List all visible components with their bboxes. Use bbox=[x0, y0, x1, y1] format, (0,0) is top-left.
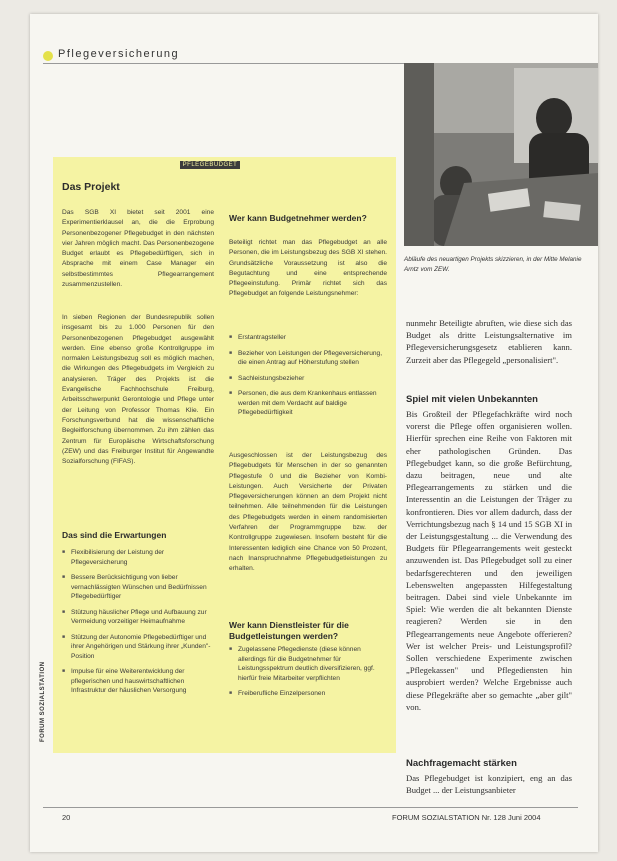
article-heading-demand: Nachfragemacht stärken bbox=[406, 758, 517, 769]
list-item: ■ Zugelassene Pflegedienste (diese können allerdings für die Budgetnehmer für Leistungsspektrum deutlich diversifizieren, ggf. hierfür freie Mitarbeiter verpflichten bbox=[229, 645, 387, 683]
box-expectations-list bbox=[62, 548, 214, 702]
article-heading-unknowns: Spiel mit vielen Unbekannten bbox=[406, 394, 538, 405]
section-label: Pflegeversicherung bbox=[58, 48, 180, 60]
list-item: ■ Flexibilisierung der Leistung der Pflegeversicherung bbox=[62, 548, 214, 567]
photo-credit: FORUM SOZIALSTATION bbox=[40, 661, 46, 742]
list-item: ■ Bessere Berücksichtigung von lieber vernachlässigten Wünschen und Bedürfnissen Pflegebedürftiger bbox=[62, 573, 214, 602]
box-recipients-text: Beteiligt richtet man das Pflegebudget an alle Personen, die im Leistungsbezug des SGB XI stehen. Grundsätzliche Voraussetzung ist also die Begutachtung und eine entsprechende Pflegeeinstufung. Primär richtet sich das Pflegebudget an folgende Leistungsnehmer: bbox=[229, 239, 387, 298]
photo bbox=[404, 63, 598, 246]
info-box-banner: PFLEGEBUDGET bbox=[180, 161, 240, 169]
photo-caption: Abläufe des neuartigen Projekts skizzieren, in der Mitte Melanie Arntz vom ZEW. bbox=[404, 256, 582, 273]
list-item: ■ Bezieher von Leistungen der Pflegeversicherung, die einen Antrag auf Höherstufung stellen bbox=[229, 349, 387, 368]
box-project-text: In sieben Regionen der Bundesrepublik sollen insgesamt bis zu 1.000 Personen für den Personenbezogenen Pflegebudget ausgewählt werden. Eine ebenso große Kontrollgruppe im normalen Leistungsbezug soll es möglich machen, die Wirkungen des Pflegebudgets im Vergleich zu analysieren. Träger des Projekts ist die Evangelische Fachhochschule Freiburg, Arbeitsschwerpunkt Gerontologie und Pflege unter der Leitung von Professor Thomas Klie. Ein Forschungsverbund hat die wissenschaftliche Begleitforschung übernommen. Zu ihm zählen das Zentrum für Europäische Wirtschaftsforschung (ZEW) und das Freiburger Institut für Angewandte Sozialforschung (FIFAS). bbox=[62, 314, 214, 466]
list-item: ■ Sachleistungsbezieher bbox=[229, 374, 387, 384]
section-marker-icon bbox=[43, 51, 53, 61]
box-exclusions-text: Ausgeschlossen ist der Leistungsbezug des Pflegebudgets für Menschen in der so genannten Pflegestufe 0 und die Bezieher von Kombi-Leistungen. Auch Versicherte der Privaten Pflegeversicherungen können an dem Projekt nicht teilnehmen. Alle teilnehmenden für die Leistungen des Pflegebudgets werden in einem randomisierten Verfahren der Programmgruppe bzw. der Kontrollgruppe zugewiesen. Insofern besteht für die Interessenten lediglich eine Chance von 50 Prozent, nach Inanspruchnahme Pflegebudgetleistungen zu erhalten. bbox=[229, 452, 387, 573]
list-item: ■ Erstantragsteller bbox=[229, 333, 387, 343]
box-project-title: Das Projekt bbox=[62, 181, 120, 193]
footer-rule bbox=[43, 807, 578, 808]
article-body: Bis Großteil der Pflegefachkräfte wird noch vorerst die Pflege offen organisieren wollen. Hierfür sprechen eine Reihe von Faktoren mit eher pathologischen Gründen. Das Pflegebudget kann, so die große Befürchtung, dazu beitragen, neue und alte Pflegearrangements zu stärken und die Interessentin an die Leistungen der Träger zu konfrontieren. Dies vor allem dadurch, dass der Verrichtungsbezug nach § 14 und 15 SGB XI in der Leistungsgestaltung ... die Verwendung des Budgets für Pflegearrangements weit gesteckt anzuwenden ist. Das Pflegebudget soll zu einer bedarfsgerechteren und den jeweiligen Lebenswelten angepassten Hilfegestaltung beitragen. Dabei sind viele Unbekannte im Spiel: Wie werden die alt bekannten Dienste reagieren? Werden sie in den Pflegearrangements neue Angebote offerieren? Wer ist welcher Preis- und Leistungsprofil? Sollen verschiedene Experimente zwischen „Pflegekassen" und Pflegediensten hin ausprobiert werden? Welche Ergebnisse auch diese Pflegekräfte aber so gemachte „aber gilt" von. bbox=[406, 409, 572, 712]
page-number: 20 bbox=[62, 813, 71, 822]
list-item: ■ Personen, die aus dem Krankenhaus entlassen werden mit dem Verdacht auf baldige Pflegebedürftigkeit bbox=[229, 389, 387, 418]
box-project-intro: Das SGB XI bietet seit 2001 eine Experimentierklausel an, die die Erprobung Personenbezogener Pflegebudget in den nächsten vier Jahren möglich macht. Das Personenbezogene Budget erlaubt es Pflegebedürftigen, sich in Absprache mit einem Case Manager ein selbstbestimmtes Pflegearrangement zusammenzustellen. bbox=[62, 209, 214, 289]
box-expectations-title: Das sind die Erwartungen bbox=[62, 530, 167, 540]
journal-info: FORUM SOZIALSTATION Nr. 128 Juni 2004 bbox=[392, 813, 541, 822]
list-item: ■ Impulse für eine Weiterentwicklung der pflegerischen und hauswirtschaftlichen Infrastruktur der häuslichen Versorgung bbox=[62, 667, 214, 696]
list-item: ■ Stützung häuslicher Pflege und Aufbauung zur Vermeidung vorzeitiger Heimaufnahme bbox=[62, 608, 214, 627]
list-item: ■ Freiberufliche Einzelpersonen bbox=[229, 689, 387, 699]
article-body-continued: Das Pflegebudget ist konzipiert, eng an das Budget ... der Leistungsanbieter bbox=[406, 773, 572, 796]
box-providers-title: Wer kann Dienstleister für die Budgetleistungen werden? bbox=[229, 620, 349, 641]
box-recipients-title: Wer kann Budgetnehmer werden? bbox=[229, 213, 367, 223]
meeting-photo-image bbox=[404, 63, 598, 246]
box-providers-list bbox=[229, 645, 387, 705]
list-item: ■ Stützung der Autonomie Pflegebedürftiger und ihrer Angehörigen und Stärkung ihrer „Kunden"-Position bbox=[62, 633, 214, 662]
box-recipients-list bbox=[229, 333, 387, 424]
article-intro: nunmehr Beteiligte abruften, wie diese sich das Budget als dritte Leistungsalternative im Pflegeversicherungsgesetz etablieren kann. Zurzeit aber das Pflegegeld „personalisiert". bbox=[406, 318, 572, 365]
